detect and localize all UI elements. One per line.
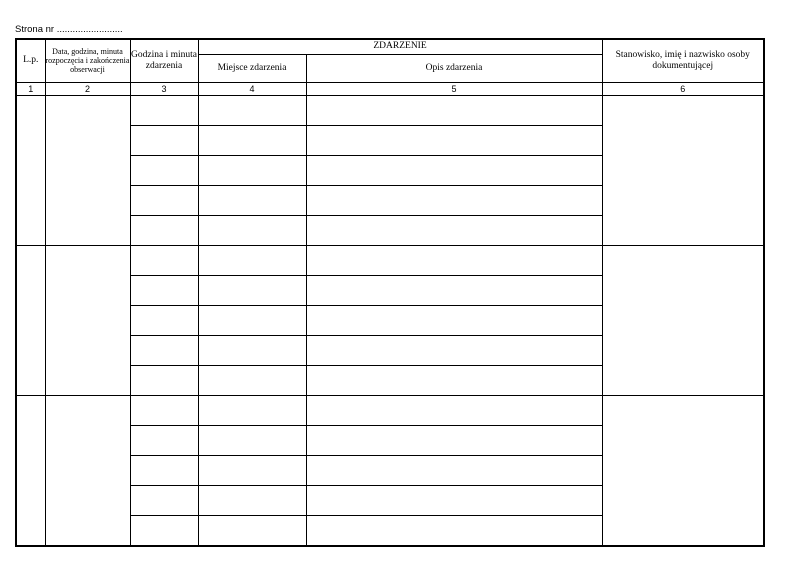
cell-place[interactable] [198,245,306,275]
cell-description[interactable] [306,425,602,455]
cell-place[interactable] [198,125,306,155]
cell-lp[interactable] [16,95,45,245]
cell-place[interactable] [198,215,306,245]
cell-place[interactable] [198,305,306,335]
cell-place[interactable] [198,515,306,546]
cell-description[interactable] [306,275,602,305]
cell-person[interactable] [602,395,764,546]
cell-place[interactable] [198,395,306,425]
column-number: 6 [602,82,764,95]
cell-place[interactable] [198,425,306,455]
cell-place[interactable] [198,155,306,185]
cell-description[interactable] [306,335,602,365]
cell-place[interactable] [198,455,306,485]
header-place: Miejsce zdarzenia [198,54,306,82]
header-event: ZDARZENIE [198,39,602,54]
header-person: Stanowisko, imię i nazwisko osoby dokumentującej [602,39,764,82]
cell-description[interactable] [306,125,602,155]
cell-lp[interactable] [16,395,45,546]
cell-place[interactable] [198,185,306,215]
cell-hour-minute[interactable] [130,485,198,515]
cell-date-time[interactable] [45,95,130,245]
cell-description[interactable] [306,365,602,395]
column-number: 2 [45,82,130,95]
cell-place[interactable] [198,275,306,305]
cell-hour-minute[interactable] [130,335,198,365]
cell-hour-minute[interactable] [130,215,198,245]
cell-hour-minute[interactable] [130,125,198,155]
header-description: Opis zdarzenia [306,54,602,82]
cell-hour-minute[interactable] [130,515,198,546]
cell-description[interactable] [306,515,602,546]
column-number: 3 [130,82,198,95]
cell-date-time[interactable] [45,395,130,546]
cell-description[interactable] [306,95,602,125]
cell-lp[interactable] [16,245,45,395]
cell-hour-minute[interactable] [130,95,198,125]
cell-hour-minute[interactable] [130,245,198,275]
header-lp: L.p. [16,39,45,82]
column-number: 4 [198,82,306,95]
column-number: 5 [306,82,602,95]
cell-hour-minute[interactable] [130,425,198,455]
event-log-body [16,95,764,546]
cell-date-time[interactable] [45,245,130,395]
cell-hour-minute[interactable] [130,455,198,485]
header-hour-minute: Godzina i minuta zdarzenia [130,39,198,82]
cell-description[interactable] [306,155,602,185]
cell-description[interactable] [306,305,602,335]
cell-hour-minute[interactable] [130,365,198,395]
cell-hour-minute[interactable] [130,185,198,215]
page-number-label: Strona nr ......................... [15,24,123,35]
cell-place[interactable] [198,485,306,515]
column-number: 1 [16,82,45,95]
cell-description[interactable] [306,485,602,515]
header-date-time: Data, godzina, minuta rozpoczęcia i zakończenia obserwacji [45,39,130,82]
cell-person[interactable] [602,245,764,395]
cell-hour-minute[interactable] [130,395,198,425]
table-row [16,245,764,275]
cell-description[interactable] [306,215,602,245]
cell-description[interactable] [306,185,602,215]
cell-description[interactable] [306,395,602,425]
cell-person[interactable] [602,95,764,245]
cell-description[interactable] [306,455,602,485]
cell-hour-minute[interactable] [130,305,198,335]
cell-place[interactable] [198,335,306,365]
table-row [16,95,764,125]
event-log-table [15,38,765,547]
cell-place[interactable] [198,365,306,395]
cell-hour-minute[interactable] [130,275,198,305]
cell-description[interactable] [306,245,602,275]
cell-hour-minute[interactable] [130,155,198,185]
table-row [16,395,764,425]
cell-place[interactable] [198,95,306,125]
